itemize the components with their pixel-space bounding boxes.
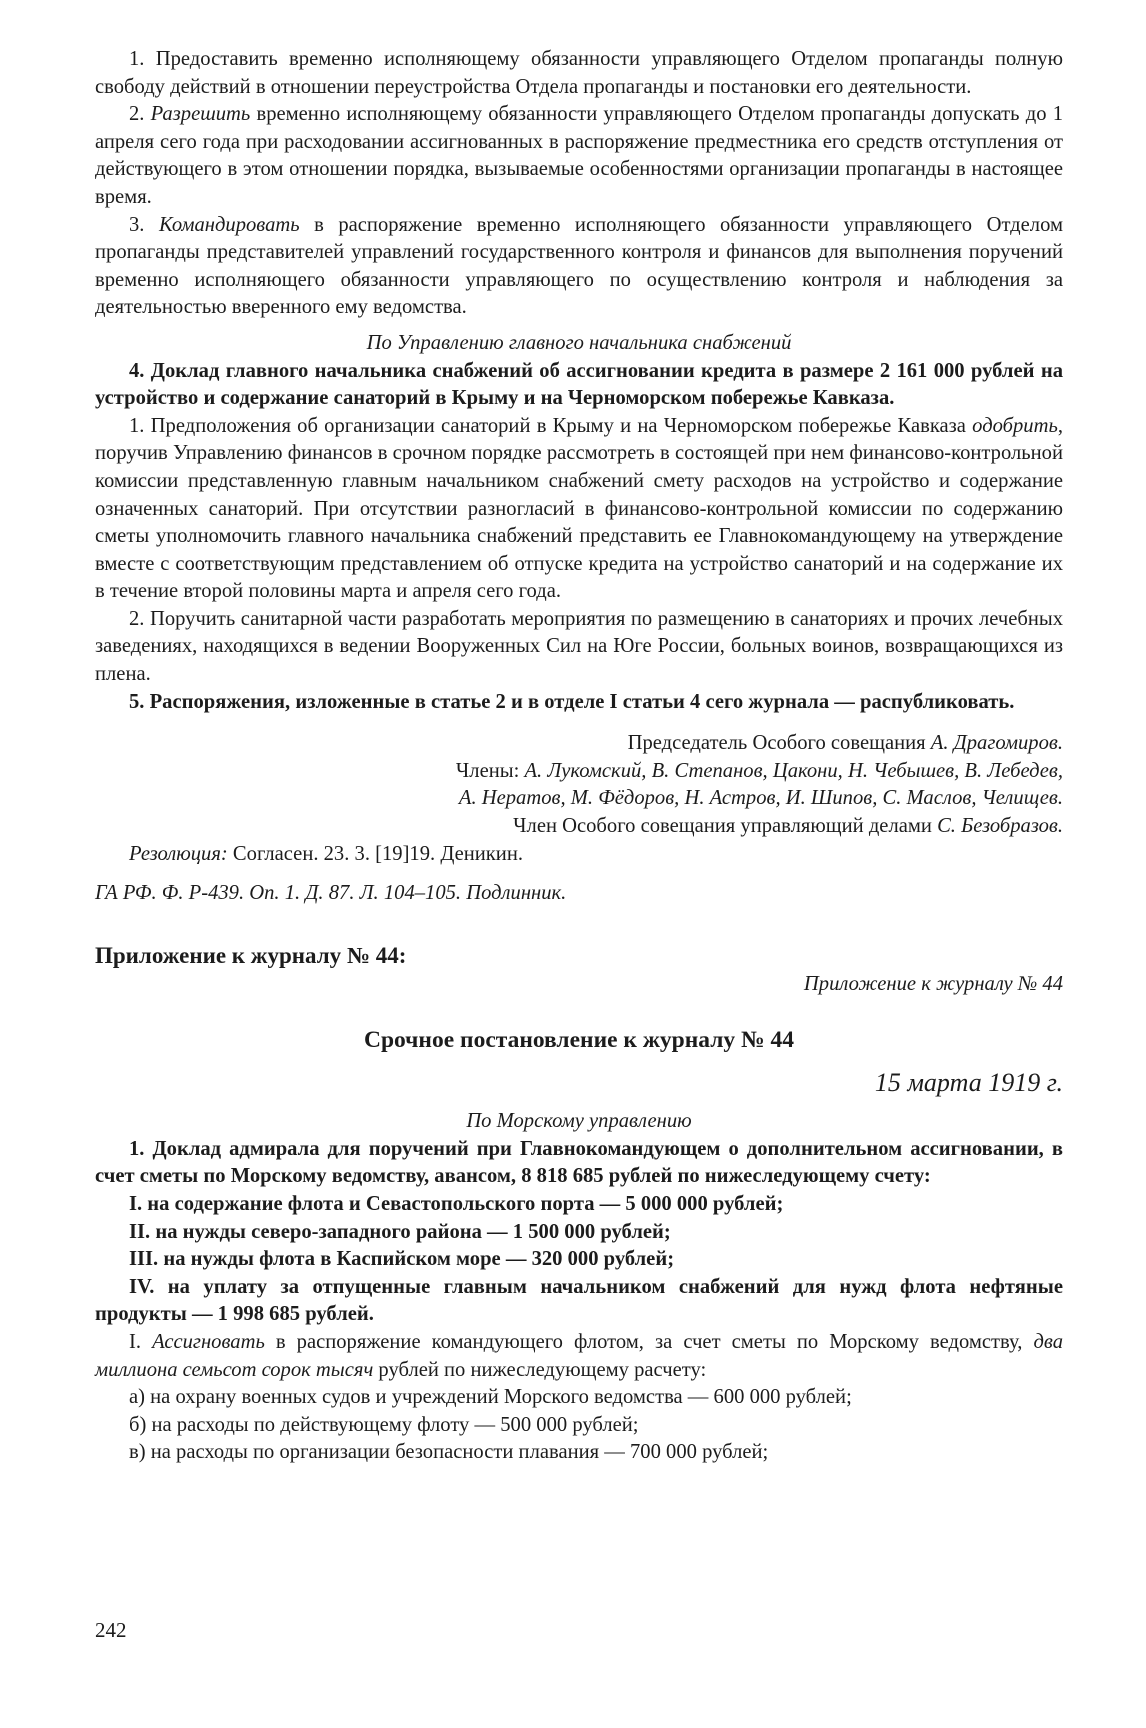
item-2-text: временно исполняющему обязанности управляющего Отделом пропаганды допускать до 1 апреля сего года при расходовании ассигнованных в распоряжение предместника его средств отступления от действующего в этом отношении порядка, вызываемые особенностями организации пропаганды в настоящее время. <box>95 103 1064 208</box>
members-names-1: А. Лукомский, В. Степанов, Цакони, Н. Чебышев, В. Лебедев, <box>524 759 1063 782</box>
item-3-text: в распоряжение временно исполняющего обязанности управляющего Отделом пропаганды представителей управлений государственного контроля и финансов для выполнения поручений временно исполняющего обязанности управляющего по осуществлению контроля и наблюдения за деятельностью вверенного ему ведомства. <box>95 213 1064 319</box>
chair-signature <box>95 730 1063 758</box>
chair-label: Председатель Особого совещания <box>627 732 931 755</box>
members-signature-line-1 <box>95 758 1063 786</box>
naval-subitem-c: в) на расходы по организации безопасности плавания — 700 000 рублей; <box>129 1441 769 1464</box>
body-verb: Ассигновать <box>152 1330 265 1353</box>
manager-signature <box>95 813 1063 841</box>
supply-p1-text: , поручив Управлению финансов в срочном порядке рассмотреть в состоящей при нем финансово-контрольной комиссии представленную главным начальником снабжений смету расходов на устройство и содержание означенных санаторий. При отсутствии разногласий в финансово-контрольной комиссии по содержанию сметы уполномочить главного начальника снабжений представить ее Главнокомандующему на утверждение вместе с соответствующим представлением об отпуске кредита на устройство санаторий и на содержание их в течение второй половины марта и апреля сего года. <box>95 414 1063 603</box>
item-2-verb: Разрешить <box>150 103 251 126</box>
resolution-label: Резолюция: <box>129 842 228 865</box>
resolution-text: Согласен. 23. 3. [19]19. Деникин. <box>227 842 523 865</box>
decree-title: Срочное постановление к журналу № 44 <box>364 1027 794 1053</box>
item-2-number: 2. <box>129 103 151 126</box>
supply-paragraph-1 <box>95 413 1063 606</box>
body-amount: два миллиона семьсот сорок тысяч <box>95 1330 1063 1381</box>
manager-label: Член Особого совещания управляющий делами <box>513 815 938 838</box>
resolution <box>95 841 1063 869</box>
page-number: 242 <box>95 1618 127 1642</box>
supply-paragraph-2: 2. Поручить санитарной части разработать мероприятия по размещению в санаториях и прочих лечебных заведениях, находящихся в ведении Вооруженных Сил на Юге России, больных воинов, возвращающихся из плена. <box>95 607 1063 686</box>
decree-date: 15 марта 1919 г. <box>874 1067 1063 1097</box>
appendix-heading: Приложение к журналу № 44: <box>95 942 407 968</box>
item-3-verb: Командировать <box>158 213 300 236</box>
body-end: рублей по нижеследующему расчету: <box>373 1358 707 1381</box>
naval-subitem-b: б) на расходы по действующему флоту — 500 000 рублей; <box>129 1413 639 1436</box>
item-5-heading: 5. Распоряжения, изложенные в статье 2 и в отделе I статьи 4 сего журнала — распубликовать. <box>129 690 1015 713</box>
item-1-paragraph: 1. Предоставить временно исполняющему обязанности управляющего Отделом пропаганды полную свободу действий в отношении переустройства Отдела пропаганды и постановки его деятельности. <box>95 48 1063 98</box>
naval-item-3: III. на нужды флота в Каспийском море — 320 000 рублей; <box>129 1248 675 1271</box>
naval-item-2: II. на нужды северо-западного района — 1 500 000 рублей; <box>129 1220 671 1243</box>
chair-name: А. Драгомиров. <box>930 732 1063 755</box>
item-3-paragraph <box>95 212 1063 322</box>
members-signature-line-2: А. Нератов, М. Фёдоров, Н. Астров, И. Шипов, С. Маслов, Челищев. <box>458 787 1063 810</box>
item-3-number: 3. <box>129 213 159 236</box>
body-text: в распоряжение командующего флотом, за счет сметы по Морскому ведомству, <box>264 1330 1034 1353</box>
naval-item-1: I. на содержание флота и Севастопольского порта — 5 000 000 рублей; <box>129 1192 784 1215</box>
supply-heading: 4. Доклад главного начальника снабжений об ассигновании кредита в размере 2 161 000 рублей на устройство и содержание санаторий в Крыму и на Черноморском побережье Кавказа. <box>95 359 1063 410</box>
naval-item-4: IV. на уплату за отпущенные главным начальником снабжений для нужд флота нефтяные продукты — 1 998 685 рублей. <box>95 1275 1063 1326</box>
body-number: I. <box>129 1330 153 1353</box>
naval-body-paragraph <box>95 1329 1063 1384</box>
supply-p1-start: 1. Предположения об организации санаторий в Крыму и на Черноморском побережье Кавказа <box>129 414 973 437</box>
naval-heading: 1. Доклад адмирала для поручений при Главнокомандующем о дополнительном ассигновании, в счет сметы по Морскому ведомству, авансом, 8 818 685 рублей по нижеследующему счету: <box>95 1137 1063 1188</box>
supply-p1-verb: одобрить <box>972 414 1058 437</box>
naval-section-title: По Морскому управлению <box>466 1110 692 1133</box>
supply-section-title: По Управлению главного начальника снабжений <box>366 331 792 354</box>
manager-name: С. Безобразов. <box>937 815 1063 838</box>
item-2-paragraph <box>95 101 1063 211</box>
appendix-right-label: Приложение к журналу № 44 <box>803 973 1063 996</box>
document-page <box>95 46 1063 1467</box>
members-label: Члены: <box>455 759 525 782</box>
archive-reference: ГА РФ. Ф. Р-439. Оп. 1. Д. 87. Л. 104–105. Подлинник. <box>95 882 567 905</box>
naval-subitem-a: а) на охрану военных судов и учреждений Морского ведомства — 600 000 рублей; <box>129 1386 852 1409</box>
